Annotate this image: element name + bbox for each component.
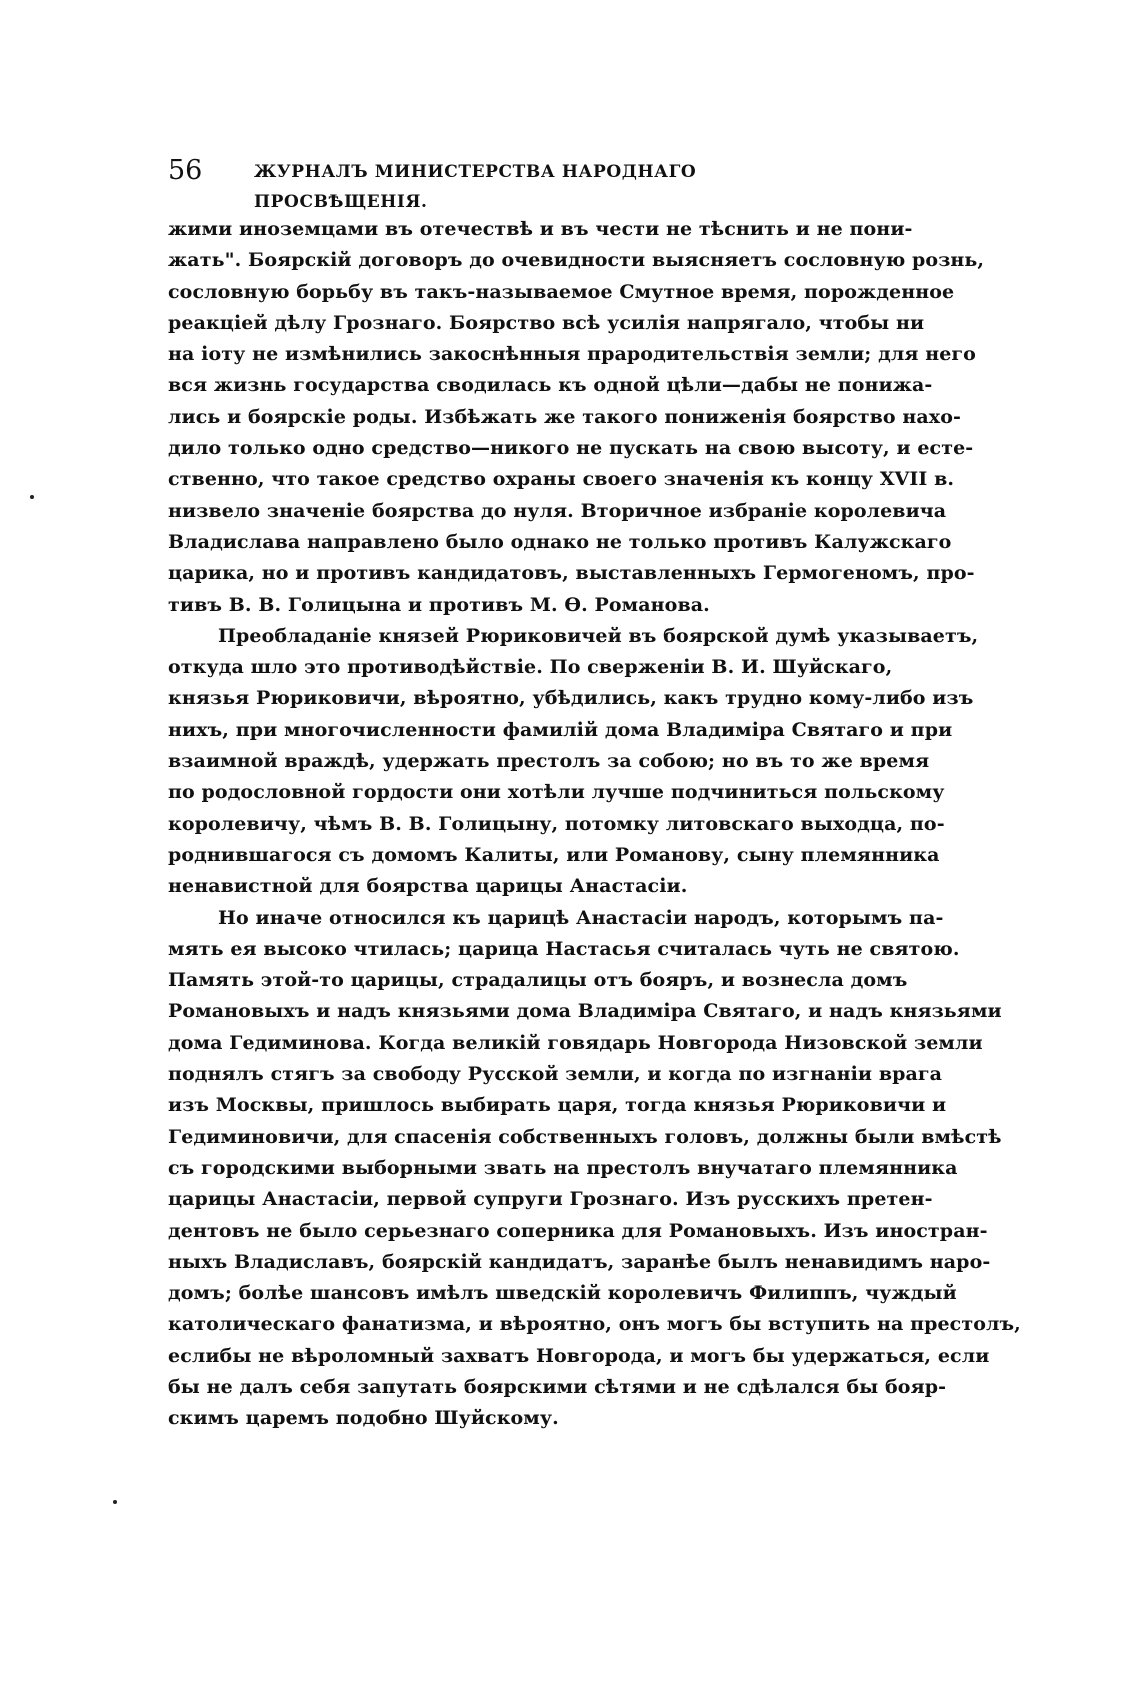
text-line: царицы Анастасіи, первой супруги Грознаго. Изъ русскихъ претен- [168,1188,933,1211]
text-line: жими иноземцами въ отечествѣ и въ чести не тѣснить и не пони- [168,218,913,240]
journal-title: ЖУРНАЛЪ МИНИСТЕРСТВА НАРОДНАГО ПРОСВѢЩЕНІЯ. [254,162,697,212]
text-line: ныхъ Владиславъ, боярскій кандидатъ, заранѣе былъ ненавидимъ наро- [168,1250,991,1273]
text-line: Владислава направлено было однако не только противъ Калужскаго [168,530,952,553]
text-line: съ городскими выборными звать на престолъ внучатаго племянника [168,1156,958,1179]
text-line: царика, но и противъ кандидатовъ, выставленныхъ Гермогеномъ, про- [168,562,975,585]
text-line: Гедиминовичи, для спасенія собственныхъ головъ, должны были вмѣстѣ [168,1125,1002,1148]
text-line: скимъ царемъ подобно Шуйскому. [168,1407,559,1430]
text-line: дило только одно средство—никого не пускать на свою высоту, и есте- [168,437,974,460]
text-line: домъ; болѣе шансовъ имѣлъ шведскій королевичъ Филиппъ, чуждый [168,1282,957,1305]
text-line: королевичу, чѣмъ В. В. Голицыну, потомку литовскаго выходца, по- [168,812,945,835]
scan-speck [113,1500,117,1504]
paragraph-1 [168,214,985,621]
text-line: нихъ, при многочисленности фамилій дома Владиміра Святаго и при [168,718,953,741]
text-line: вся жизнь государства сводилась къ одной цѣли—дабы не понижа- [168,374,933,397]
text-line: Романовыхъ и надъ князьями дома Владиміра Святаго, и надъ князьями [168,1000,1002,1023]
text-line: тивъ В. В. Голицына и противъ М. Ѳ. Романова. [168,593,710,616]
text-line: лись и боярскіе роды. Избѣжать же такого пониженія боярство нахо- [168,405,961,428]
text-line: изъ Москвы, пришлось выбирать царя, тогда князья Рюриковичи и [168,1094,947,1117]
text-line: сословную борьбу въ такъ-называемое Смутное время, порожденное [168,280,955,303]
paragraph-3 [168,903,1021,1435]
body-text [168,214,1021,1435]
running-head [168,154,858,212]
scan-speck [30,495,34,499]
text-line: ненавистной для боярства царицы Анастасіи. [168,875,688,898]
text-line: жать". Боярскій договоръ до очевидности выясняетъ сословную рознь, [168,249,985,272]
text-line: Но иначе относился къ царицѣ Анастасіи народъ, которымъ па- [218,906,944,929]
text-line: бы не далъ себя запутать боярскими сѣтями и не сдѣлался бы бояр- [168,1375,947,1398]
text-line: по родословной гордости они хотѣли лучше подчиниться польскому [168,781,945,804]
text-line: Память этой-то царицы, страдалицы отъ бояръ, и вознесла домъ [168,969,908,992]
text-line: князья Рюриковичи, вѣроятно, убѣдились, какъ трудно кому-либо изъ [168,687,974,710]
text-line: дентовъ не было серьезнаго соперника для Романовыхъ. Изъ иностран- [168,1219,988,1242]
paragraph-2 [168,621,979,903]
text-line: католическаго фанатизма, и вѣроятно, онъ могъ бы вступить на престолъ, [168,1313,1021,1336]
page-number: 56 [168,155,203,186]
text-line: ственно, что такое средство охраны своего значенія къ концу XVII в. [168,468,955,491]
text-line: еслибы не вѣроломный захватъ Новгорода, и могъ бы удержаться, если [168,1344,990,1367]
text-line: Преобладаніе князей Рюриковичей въ боярской думѣ указываетъ, [218,624,979,647]
text-line: поднялъ стягъ за свободу Русской земли, и когда по изгнаніи врага [168,1063,943,1086]
text-line: откуда шло это противодѣйствіе. По сверженіи В. И. Шуйскаго, [168,656,893,679]
text-line: роднившагося съ домомъ Калиты, или Романову, сыну племянника [168,843,940,866]
text-line: реакціей дѣлу Грознаго. Боярство всѣ усилія напрягало, чтобы ни [168,311,925,334]
text-line: дома Гедиминова. Когда великій говядарь Новгорода Низовской земли [168,1031,983,1054]
text-line: взаимной враждѣ, удержать престолъ за собою; но въ то же время [168,750,930,773]
text-line: низвело значеніе боярства до нуля. Вторичное избраніе королевича [168,499,947,522]
text-line: мять ея высоко чтилась; царица Настасья считалась чуть не святою. [168,937,960,960]
text-line: на іоту не измѣнились закоснѣнныя прародительствія земли; для него [168,343,976,366]
